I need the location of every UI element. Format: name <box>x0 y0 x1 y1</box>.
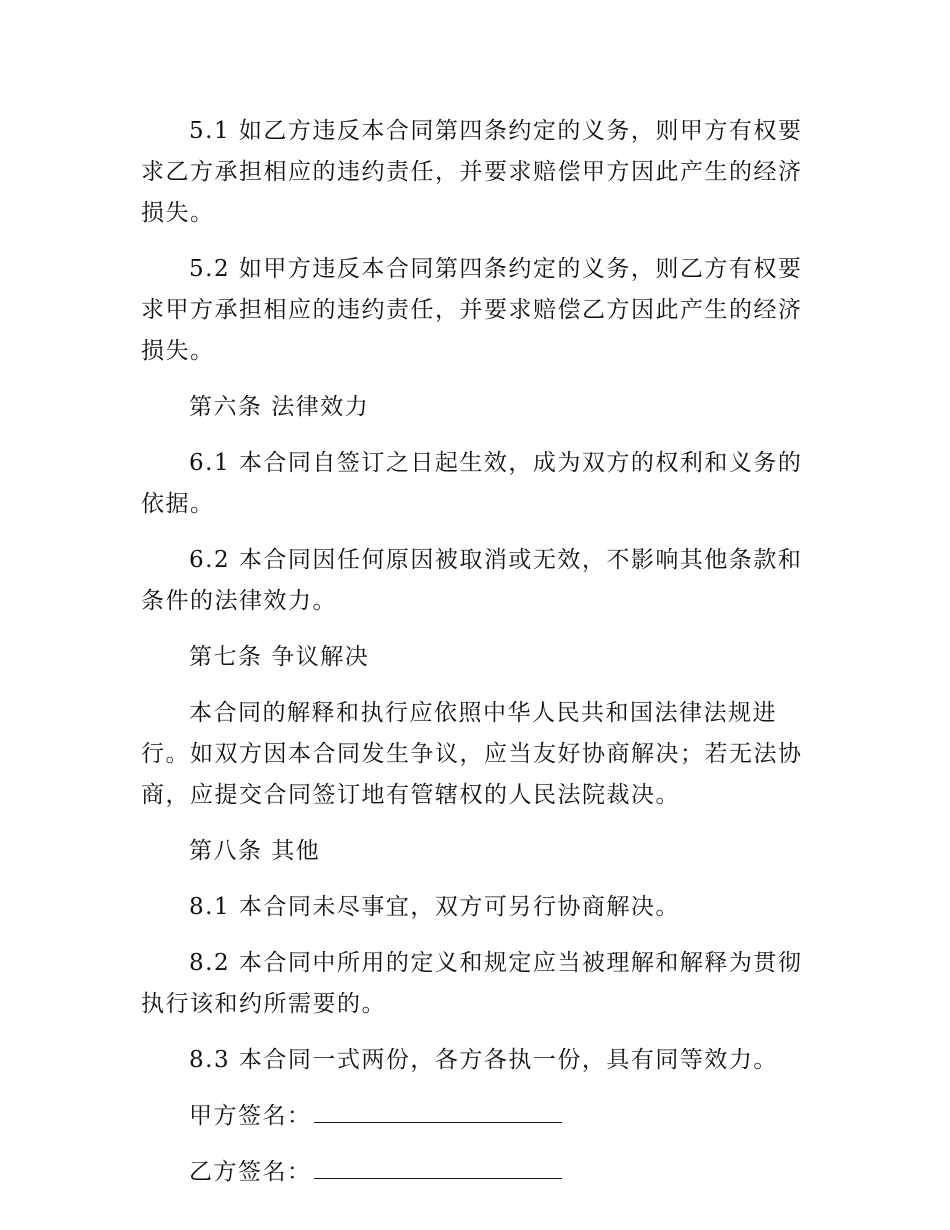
party-a-signature-line[interactable] <box>314 1098 562 1123</box>
clause-8-2: 8.2 本合同中所用的定义和规定应当被理解和解释为贯彻执行该和约所需要的。 <box>141 950 803 1017</box>
document-body <box>141 111 813 1208</box>
party-a-signature-label: 甲方签名： <box>189 1103 312 1129</box>
clause-8-3: 8.3 本合同一式两份，各方各执一份，具有同等效力。 <box>189 1047 778 1073</box>
party-a-signature <box>141 1096 813 1137</box>
clause-5-2: 5.2 如甲方违反本合同第四条约定的义务，则乙方有权要求甲方承担相应的违约责任，并要求赔偿乙方因此产生的经济损失。 <box>141 256 803 364</box>
article-8-heading: 第八条 其他 <box>189 838 321 864</box>
clause-6-2: 6.2 本合同因任何原因被取消或无效，不影响其他条款和条件的法律效力。 <box>141 547 803 614</box>
party-b-signature-line[interactable] <box>314 1154 562 1179</box>
clause-8-1: 8.1 本合同未尽事宜，双方可另行协商解决。 <box>189 894 680 920</box>
article-7-body: 本合同的解释和执行应依照中华人民共和国法律法规进行。如双方因本合同发生争议，应当友好协商解决；若无法协商，应提交合同签订地有管辖权的人民法院裁决。 <box>141 700 803 808</box>
party-b-signature-label: 乙方签名： <box>189 1159 312 1185</box>
article-7-heading: 第七条 争议解决 <box>189 644 370 670</box>
article-6-heading: 第六条 法律效力 <box>189 394 370 420</box>
clause-5-1: 5.1 如乙方违反本合同第四条约定的义务，则甲方有权要求乙方承担相应的违约责任，并要求赔偿甲方因此产生的经济损失。 <box>141 118 803 226</box>
party-b-signature <box>141 1152 813 1193</box>
clause-6-1: 6.1 本合同自签订之日起生效，成为双方的权利和义务的依据。 <box>141 450 803 517</box>
